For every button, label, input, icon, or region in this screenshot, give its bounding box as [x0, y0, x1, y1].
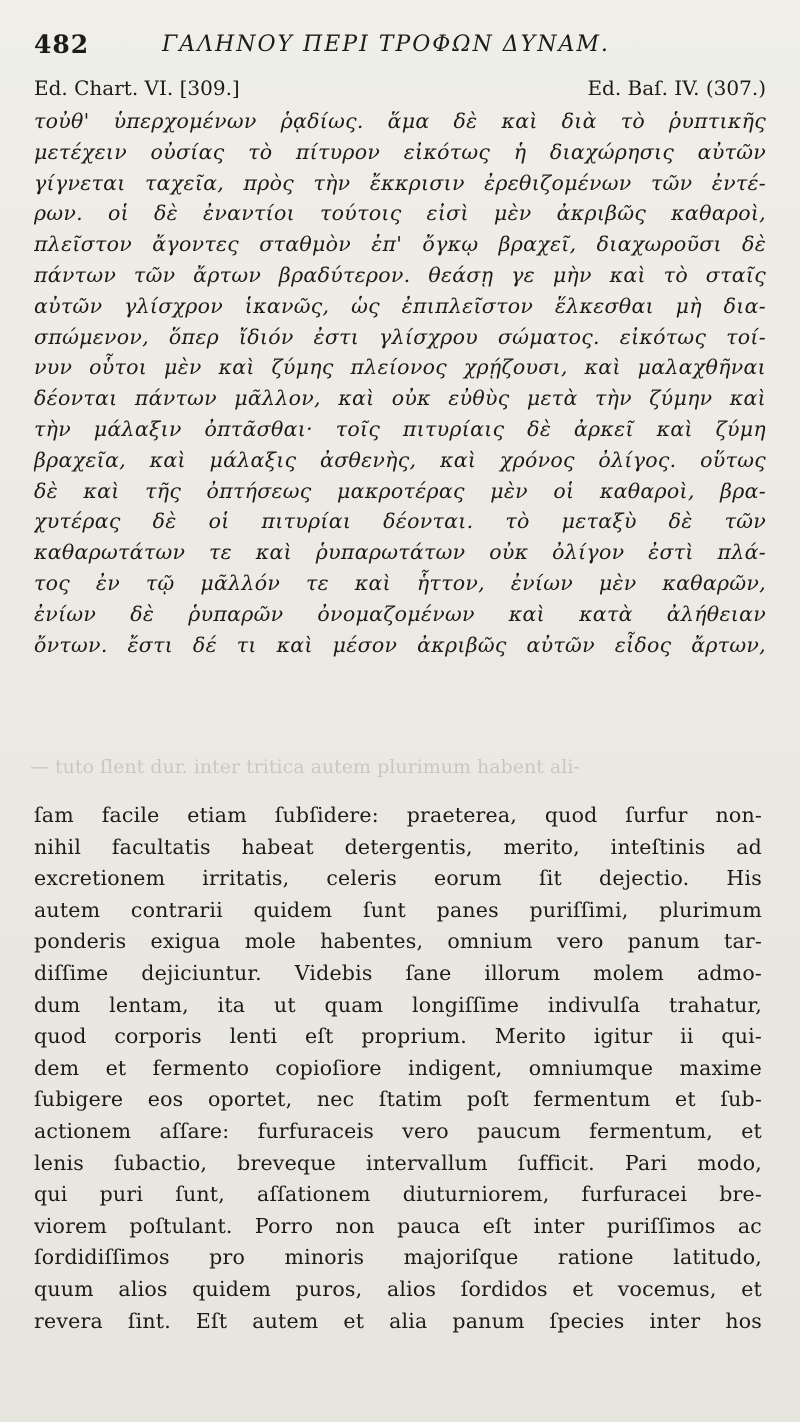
- greek-line: τοὐθ' ὑπερχομένων ῥᾳδίως. ἅμα δὲ καὶ διὰ τὸ ῥυπτικῆς: [34, 109, 766, 133]
- latin-line: ponderis exigua mole habentes, omnium vero panum tar-: [34, 929, 762, 954]
- greek-line: δέονται πάντων μᾶλλον, καὶ οὐκ εὐθὺς μετὰ τὴν ζύμην καὶ: [34, 386, 766, 411]
- greek-line: δὲ καὶ τῆς ὀπτήσεως μακροτέρας μὲν οἱ καθαροὶ, βρα-: [34, 478, 766, 503]
- latin-line: ſordidiſſimos pro minoris majoriſque ratione latitudo,: [34, 1245, 762, 1270]
- greek-line: ἐνίων δὲ ῥυπαρῶν ὀνομαζομένων καὶ κατὰ ἀλήθειαν: [34, 601, 766, 626]
- edition-references: [34, 76, 766, 104]
- greek-line: σπώμενον, ὅπερ ἴδιόν ἐστι γλίσχρου σώματος. εἰκότως τοί-: [34, 324, 766, 349]
- running-head: [34, 30, 764, 66]
- bleed-through-text: — tuto ſlent dur. inter tritica autem plurimum habent ali-: [30, 756, 580, 778]
- greek-line: τὴν μάλαξιν ὀπτᾶσθαι· τοῖς πιτυρίαις δὲ ἀρκεῖ καὶ ζύμη: [34, 416, 766, 441]
- latin-line: revera ſint. Eſt autem et alia panum ſpecies inter hos: [34, 1308, 762, 1333]
- latin-line: viorem poſtulant. Porro non pauca eſt inter puriſſimos ac: [34, 1213, 762, 1238]
- latin-translation: [34, 800, 762, 1337]
- latin-line: lenis ſubactio, breveque intervallum ſufficit. Pari modo,: [34, 1150, 762, 1175]
- greek-line: βραχεῖα, καὶ μάλαξις ἀσθενὴς, καὶ χρόνος ὀλίγος. οὕτως: [34, 447, 766, 472]
- latin-line: ſam facile etiam ſubſidere: praeterea, quod ſurfur non-: [34, 803, 762, 827]
- greek-line: πλεῖστον ἄγοντες σταθμὸν ἐπ' ὄγκῳ βραχεῖ, διαχωροῦσι δὲ: [34, 232, 766, 257]
- latin-line: quum alios quidem puros, alios ſordidos et vocemus, et: [34, 1276, 762, 1301]
- latin-line: excretionem irritatis, celeris eorum ſit dejectio. His: [34, 866, 762, 891]
- edition-chartier: Ed. Chart. VI. [309.]: [34, 76, 240, 100]
- greek-line: ὄντων. ἔστι δέ τι καὶ μέσον ἀκριβῶς αὐτῶν εἶδος ἄρτων,: [34, 632, 766, 657]
- greek-line: νυν οὗτοι μὲν καὶ ζύμης πλείονος χρῄζουσι, καὶ μαλαχθῆναι: [34, 355, 766, 380]
- latin-line: quod corporis lenti eſt proprium. Merito igitur ii qui-: [34, 1024, 762, 1049]
- latin-line: qui puri ſunt, aſſationem diuturniorem, furfuracei bre-: [34, 1182, 762, 1207]
- page-number: 482: [34, 30, 90, 59]
- greek-text: [34, 106, 766, 660]
- greek-line: μετέχειν οὐσίας τὸ πίτυρον εἰκότως ἡ διαχώρησις αὐτῶν: [34, 139, 766, 164]
- latin-line: autem contrarii quidem ſunt panes puriſſimi, plurimum: [34, 897, 762, 922]
- running-title: ΓΑΛΗΝΟΥ ΠΕΡΙ ΤΡΟΦΩΝ ΔΥΝΑΜ.: [162, 32, 610, 57]
- greek-line: καθαρωτάτων τε καὶ ῥυπαρωτάτων οὐκ ὀλίγον ἐστὶ πλά-: [34, 540, 766, 565]
- greek-line: πάντων τῶν ἄρτων βραδύτερον. θεάσῃ γε μὴν καὶ τὸ σταῖς: [34, 262, 766, 287]
- latin-line: ſubigere eos oportet, nec ſtatim poſt fermentum et ſub-: [34, 1087, 762, 1112]
- latin-line: actionem aſſare: furfuraceis vero paucum fermentum, et: [34, 1118, 762, 1143]
- latin-line: dum lentam, ita ut quam longiſſime indivulſa trahatur,: [34, 992, 762, 1017]
- latin-line: nihil facultatis habeat detergentis, merito, inteſtinis ad: [34, 834, 762, 859]
- greek-line: τος ἐν τῷ μᾶλλόν τε καὶ ἧττον, ἐνίων μὲν καθαρῶν,: [34, 570, 766, 595]
- greek-line: αὐτῶν γλίσχρον ἱκανῶς, ὡς ἐπιπλεῖστον ἕλκεσθαι μὴ δια-: [34, 293, 766, 318]
- latin-line: diſſime dejiciuntur. Videbis ſane illorum molem admo-: [34, 960, 762, 985]
- greek-line: γίγνεται ταχεῖα, πρὸς τὴν ἔκκρισιν ἐρεθιζομένων τῶν ἐντέ-: [34, 170, 766, 195]
- greek-line: χυτέρας δὲ οἱ πιτυρίαι δέονται. τὸ μεταξὺ δὲ τῶν: [34, 509, 766, 534]
- edition-basel: Ed. Baſ. IV. (307.): [587, 76, 766, 100]
- greek-line: ρων. οἱ δὲ ἐναντίοι τούτοις εἰσὶ μὲν ἀκριβῶς καθαροὶ,: [34, 201, 766, 226]
- latin-line: dem et fermento copioſiore indigent, omniumque maxime: [34, 1055, 762, 1080]
